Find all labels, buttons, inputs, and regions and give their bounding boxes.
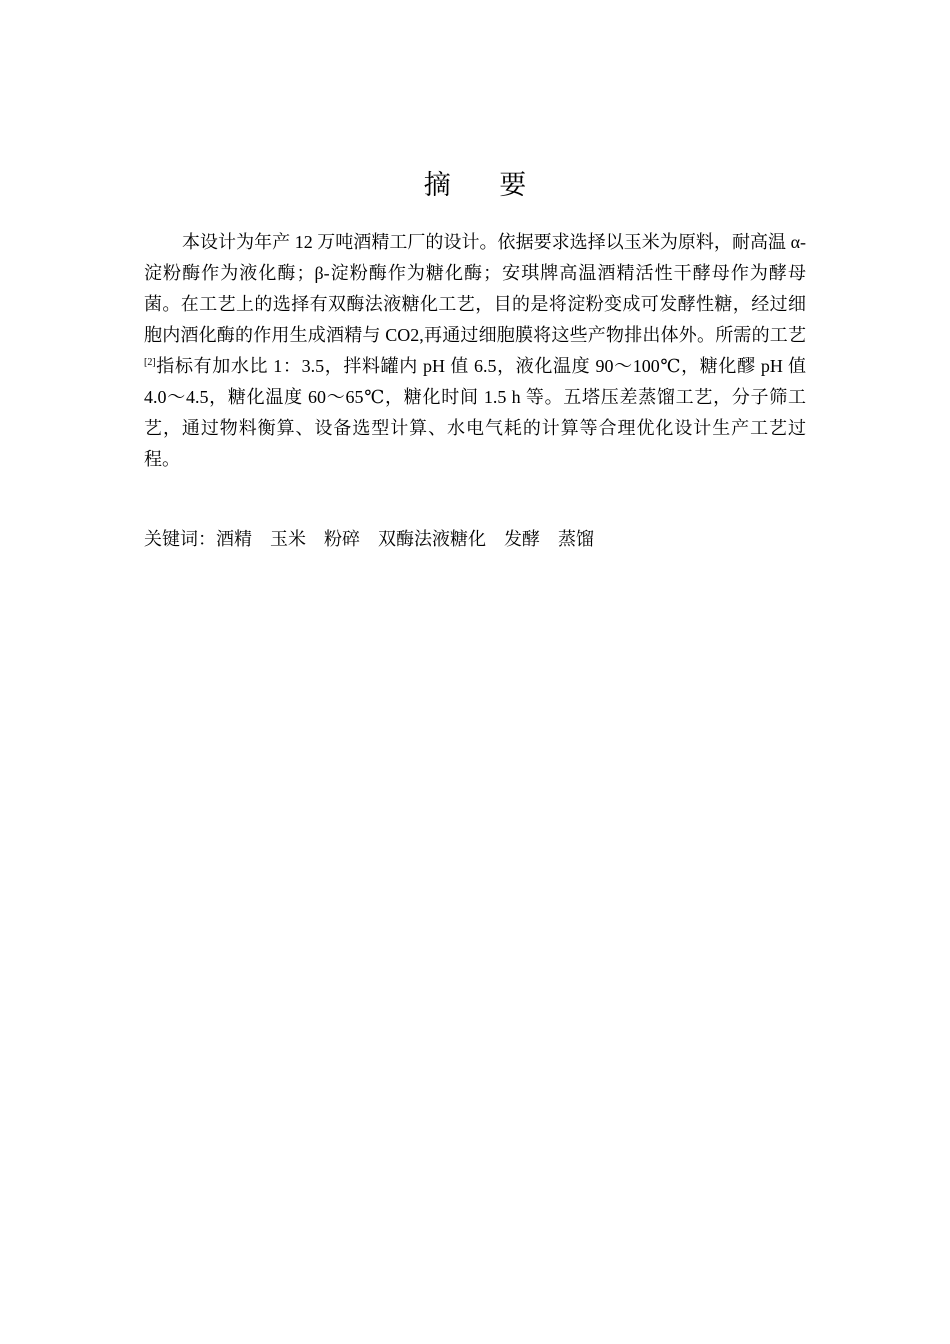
- keyword: 发酵: [504, 529, 540, 550]
- keyword: 酒精: [216, 529, 252, 550]
- keyword: 玉米: [270, 529, 306, 550]
- abstract-text-part1: 本设计为年产 12 万吨酒精工厂的设计。依据要求选择以玉米为原料，耐高温 α-淀粉酶作为液化酶；β-淀粉酶作为糖化酶；安琪牌高温酒精活性干酵母作为酵母菌。在工艺上的选择有双酶法液糖化工艺，目的是将淀粉变成可发酵性糖，经过细胞内酒化酶的作用生成酒精与 CO2,再通过细胞膜将这些产物排出体外。所需的工艺: [144, 232, 806, 345]
- keyword: 双酶法液糖化: [378, 529, 486, 550]
- abstract-heading: 摘 要: [423, 170, 547, 201]
- keyword: 粉碎: [324, 529, 360, 550]
- keywords-label: 关键词：: [144, 529, 216, 550]
- abstract-paragraph: [144, 227, 806, 475]
- keyword: 蒸馏: [558, 529, 594, 550]
- citation-reference: [2]: [144, 357, 156, 368]
- keywords-line: [144, 527, 806, 553]
- abstract-text-part2: 指标有加水比 1：3.5，拌料罐内 pH 值 6.5，液化温度 90～100℃，糖化醪 pH 值 4.0～4.5，糖化温度 60～65℃，糖化时间 1.5 h 等。五塔压差蒸馏工艺，分子筛工艺，通过物料衡算、设备选型计算、水电气耗的计算等合理优化设计生产工艺过程。: [144, 356, 806, 469]
- abstract-body: [144, 227, 806, 475]
